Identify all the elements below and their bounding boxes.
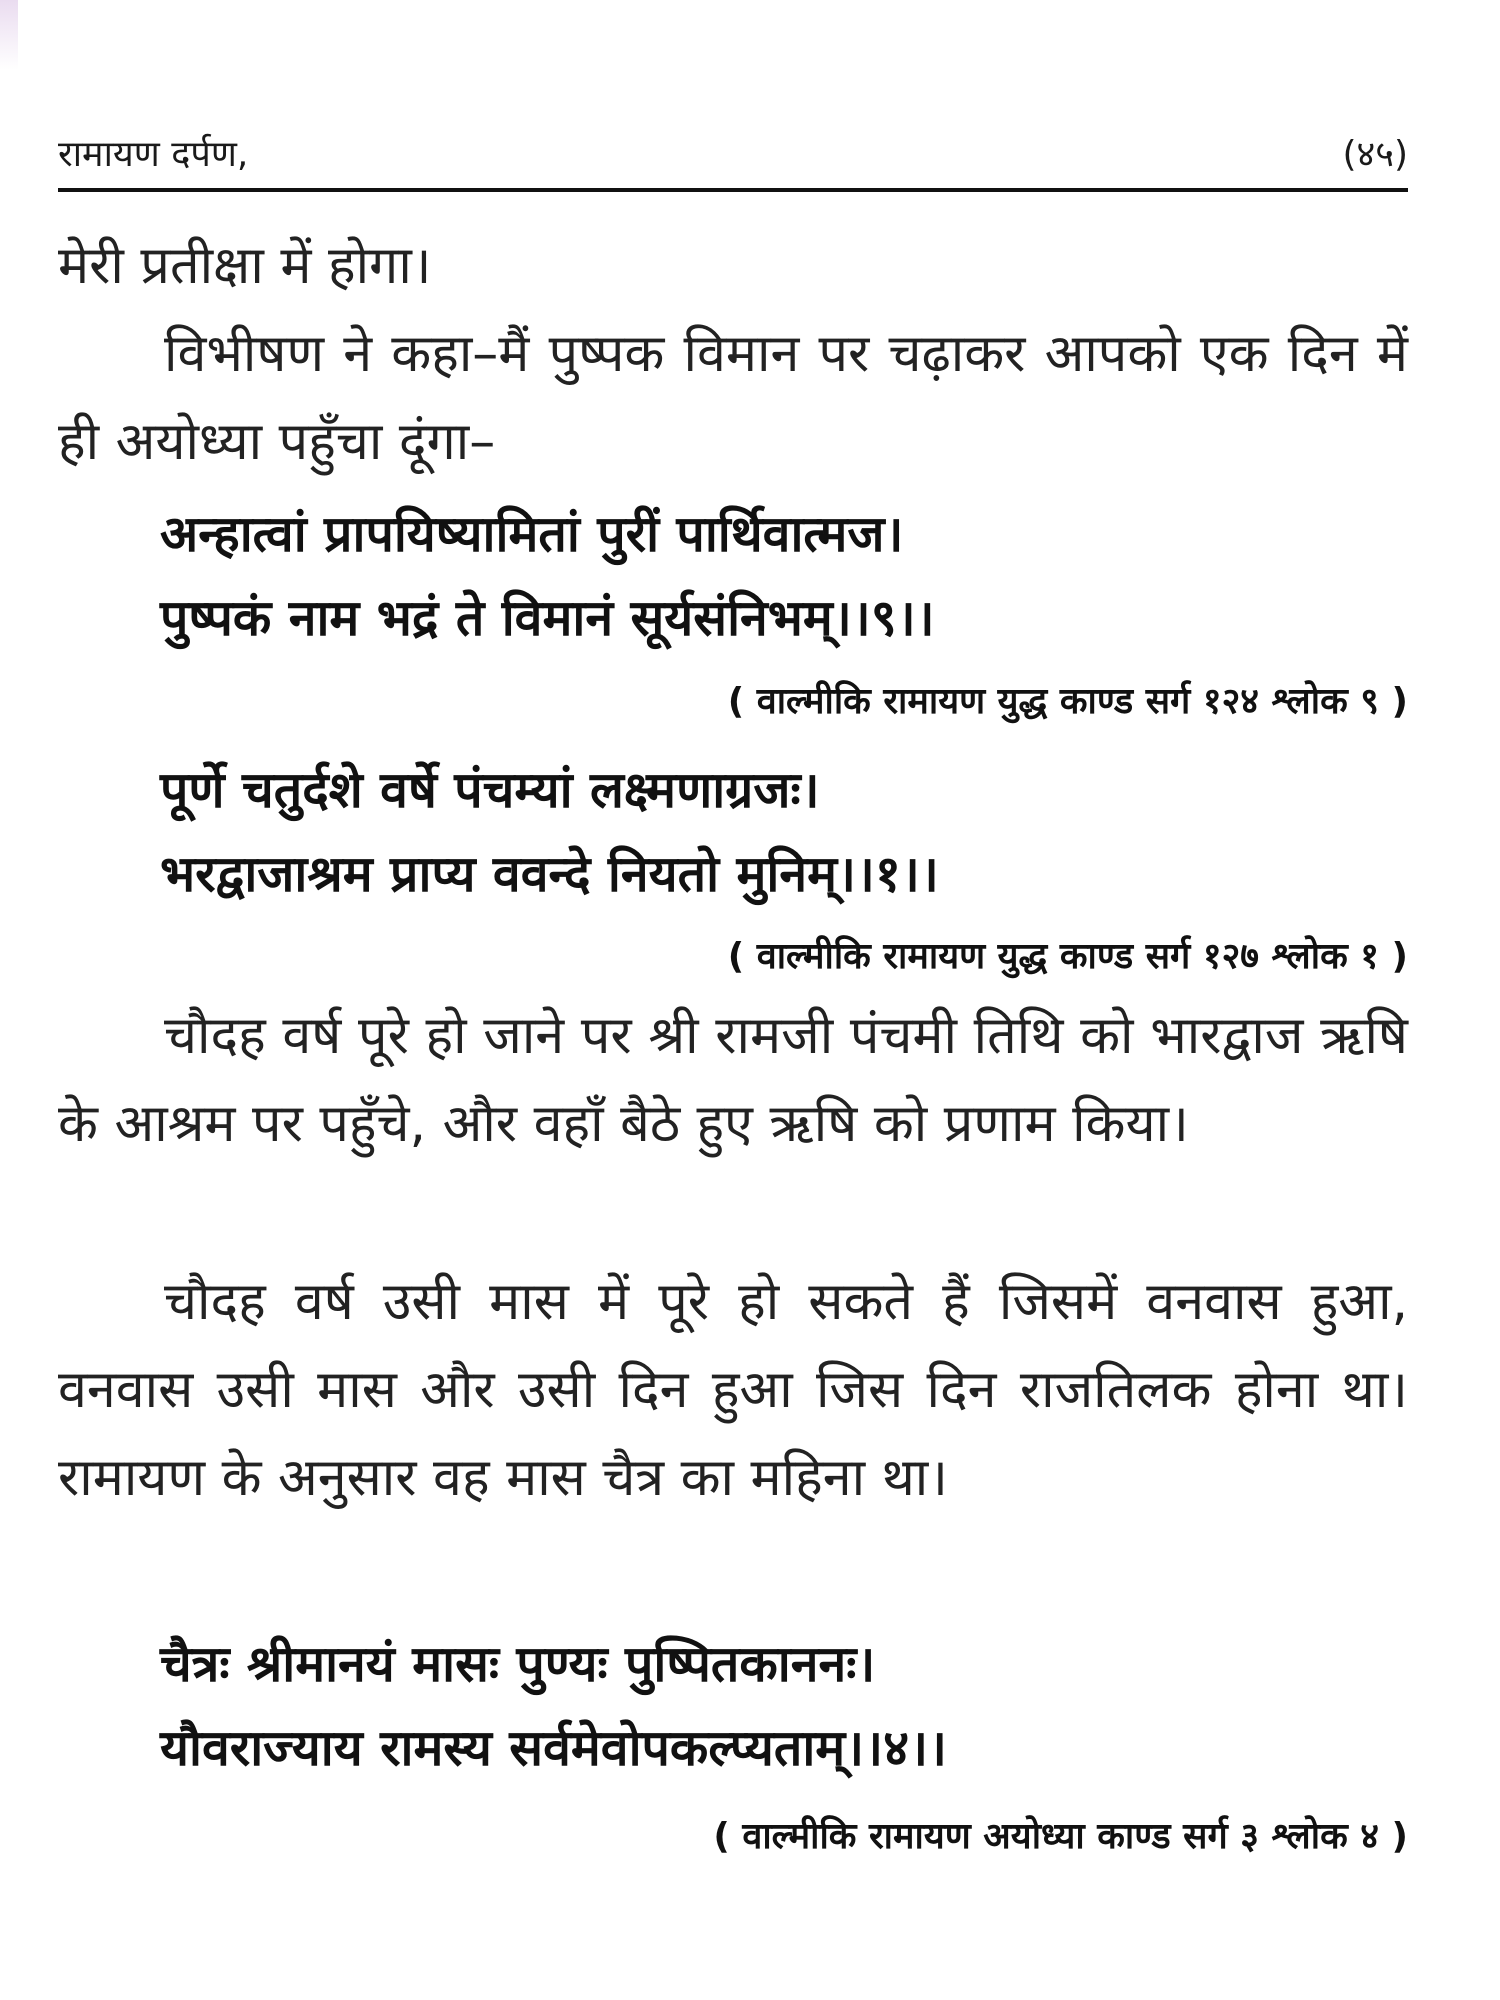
verse-citation: ( वाल्मीकि रामायण युद्ध काण्ड सर्ग १२७ श्लोक १ ) [727,936,1408,977]
verse-line: यौवराज्याय रामस्य सर्वमेवोपकल्प्यताम्।।४।। [160,1719,947,1777]
verse-citation: ( वाल्मीकि रामायण युद्ध काण्ड सर्ग १२४ श्लोक ९ ) [727,681,1408,722]
paragraph-continuation: मेरी प्रतीक्षा में होगा। [58,236,432,296]
sanskrit-verse-3 [160,1622,1410,1790]
verse-line: पूर्णे चतुर्दशे वर्षे पंचम्यां लक्ष्मणाग्रजः। [160,761,820,819]
book-title: रामायण दर्पण, [58,134,249,175]
page-number: (४५) [1342,134,1408,175]
verse-line: भरद्वाजाश्रम प्राप्य ववन्दे नियतो मुनिम्।।१।। [160,845,939,903]
paragraph-chaitra-month: चौदह वर्ष उसी मास में पूरे हो सकते हैं जिसमें वनवास हुआ, वनवास उसी मास और उसी दिन हुआ जिस दिन राजतिलक होना था। रामायण के अनुसार वह मास चैत्र का महिना था। [58,1272,1408,1508]
verse-line: अन्हात्वां प्रापयिष्यामितां पुरीं पार्थिवात्मज। [160,505,904,563]
sanskrit-verse-2 [160,748,1410,916]
paragraph-fourteen-years: चौदह वर्ष पूरे हो जाने पर श्री रामजी पंचमी तिथि को भारद्वाज ऋषि के आश्रम पर पहुँचे, और वहाँ बैठे हुए ऋषि को प्रणाम किया। [58,1006,1408,1154]
header-rule [58,188,1408,192]
verse-citation: ( वाल्मीकि रामायण अयोध्या काण्ड सर्ग ३ श्लोक ४ ) [713,1816,1408,1857]
verse-line: चैत्रः श्रीमानयं मासः पुण्यः पुष्पितकाननः। [160,1635,876,1693]
running-header [58,128,1408,176]
verse-line: पुष्पकं नाम भद्रं ते विमानं सूर्यसंनिभम्।।९।। [160,589,935,647]
sanskrit-verse-1 [160,492,1410,660]
paragraph-vibhishan: विभीषण ने कहा–मैं पुष्पक विमान पर चढ़ाकर आपको एक दिन में ही अयोध्या पहुँचा दूंगा– [58,324,1408,472]
page-binding-edge [0,0,18,70]
